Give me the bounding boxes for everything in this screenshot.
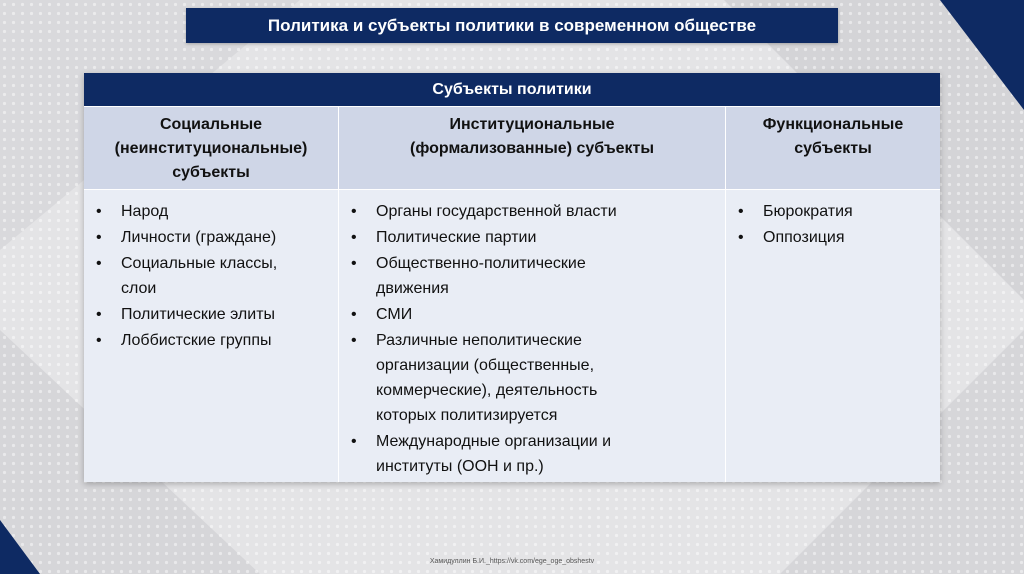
list-item: • Личности (граждане) bbox=[94, 225, 332, 250]
bullet-icon: • bbox=[738, 203, 744, 220]
column-body-institutional bbox=[339, 189, 726, 482]
list-item: • Социальные классы, слои bbox=[94, 251, 332, 301]
bullet-icon: • bbox=[96, 306, 102, 323]
list-item: • Народ bbox=[94, 199, 332, 224]
bullet-icon: • bbox=[351, 433, 357, 450]
column-body-social bbox=[84, 189, 339, 482]
column-bodies-row bbox=[84, 189, 940, 482]
bullet-icon: • bbox=[351, 332, 357, 349]
bullet-icon: • bbox=[96, 203, 102, 220]
institutional-list bbox=[339, 190, 725, 479]
functional-list bbox=[726, 190, 940, 250]
list-item: • Международные организации и институты (ООН и пр.) bbox=[349, 429, 719, 479]
column-body-functional bbox=[726, 189, 940, 482]
bullet-icon: • bbox=[96, 332, 102, 349]
column-header-social bbox=[84, 106, 339, 189]
bullet-icon: • bbox=[738, 229, 744, 246]
list-item: • Общественно-политические движения bbox=[349, 251, 719, 301]
list-item: • Политические элиты bbox=[94, 302, 332, 327]
bullet-icon: • bbox=[351, 306, 357, 323]
list-item: • Политические партии bbox=[349, 225, 719, 250]
bullet-icon: • bbox=[96, 229, 102, 246]
column-title-functional: Функциональные субъекты bbox=[762, 116, 904, 157]
column-header-functional bbox=[726, 106, 940, 189]
social-list bbox=[84, 190, 338, 353]
table-header: Субъекты политики bbox=[84, 73, 940, 106]
list-item: • Органы государственной власти bbox=[349, 199, 719, 224]
list-item: • Лоббистские группы bbox=[94, 328, 332, 353]
list-item: • Оппозиция bbox=[736, 225, 934, 250]
bullet-icon: • bbox=[351, 203, 357, 220]
column-title-social: Социальные (неинституциональные) субъекты bbox=[114, 116, 308, 181]
footer-credit: Хамидуллин Б.И._https://vk.com/ege_oge_obshestv bbox=[429, 558, 595, 565]
column-headers-row bbox=[84, 106, 940, 189]
list-item: • Бюрократия bbox=[736, 199, 934, 224]
list-item: • СМИ bbox=[349, 302, 719, 327]
bullet-icon: • bbox=[96, 255, 102, 272]
bullet-icon: • bbox=[351, 229, 357, 246]
column-title-institutional: Институциональные (формализованные) субъекты bbox=[409, 116, 655, 157]
list-item: • Различные неполитические организации (общественные, коммерческие), деятельность которых политизируется bbox=[349, 328, 719, 428]
slide-title: Политика и субъекты политики в современном обществе bbox=[186, 8, 838, 43]
subjects-table bbox=[84, 73, 940, 482]
column-header-institutional bbox=[339, 106, 726, 189]
bullet-icon: • bbox=[351, 255, 357, 272]
